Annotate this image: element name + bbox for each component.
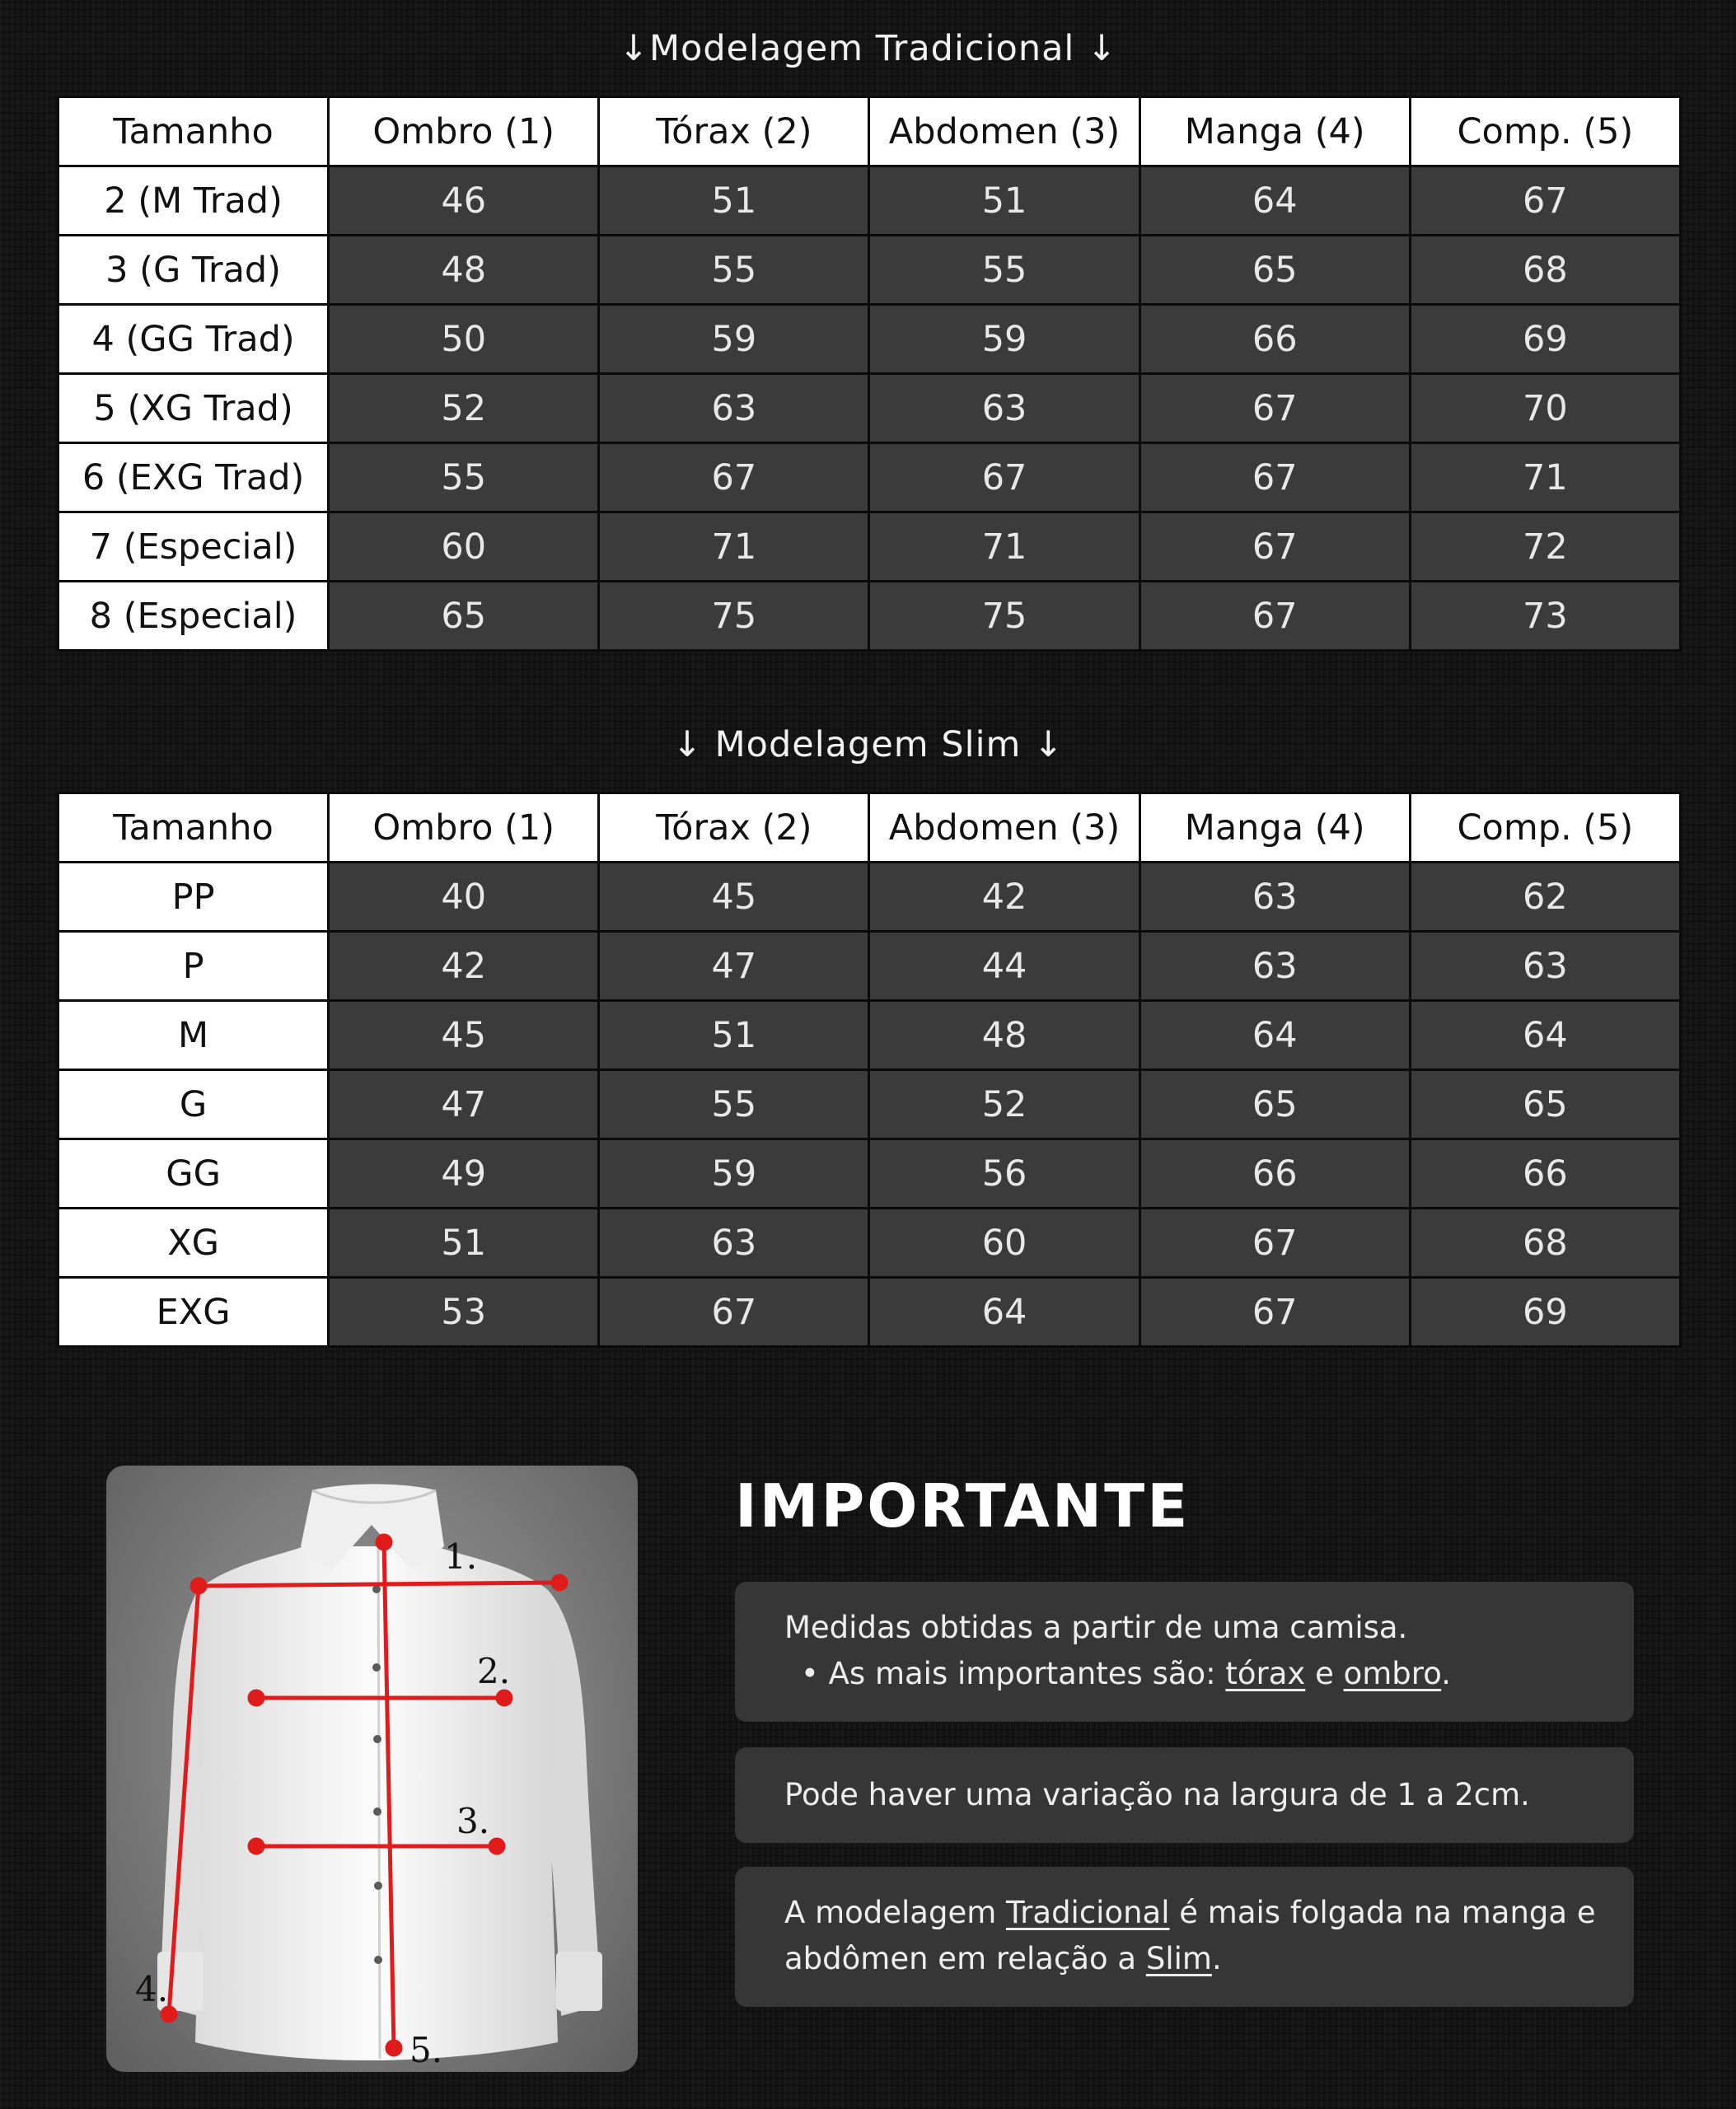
measure-cell: 67 <box>869 443 1139 512</box>
measure-cell: 51 <box>329 1209 599 1278</box>
measure-cell: 49 <box>329 1139 599 1209</box>
size-cell: 8 (Especial) <box>58 582 329 651</box>
measure-cell: 59 <box>599 305 869 374</box>
measure-cell: 67 <box>1139 582 1410 651</box>
measure-label-2: 2. <box>477 1651 511 1691</box>
measure-cell: 63 <box>1139 932 1410 1001</box>
measure-cell: 71 <box>869 512 1139 582</box>
note-link-torax: tórax <box>1225 1656 1306 1691</box>
measure-cell: 72 <box>1410 512 1680 582</box>
measure-cell: 64 <box>1139 166 1410 236</box>
table-row <box>58 1139 1681 1209</box>
column-header: Tórax (2) <box>599 97 869 166</box>
table-row <box>58 932 1681 1001</box>
measure-cell: 47 <box>599 932 869 1001</box>
measure-cell: 65 <box>1410 1070 1680 1139</box>
table-row <box>58 1209 1681 1278</box>
measure-cell: 67 <box>1139 443 1410 512</box>
note-2-text: Pode haver uma variação na largura de 1 a 2cm. <box>784 1777 1530 1812</box>
size-cell: G <box>58 1070 329 1139</box>
measure-cell: 55 <box>599 236 869 305</box>
measure-cell: 42 <box>869 863 1139 932</box>
measure-cell: 51 <box>599 1001 869 1070</box>
measure-cell: 60 <box>329 512 599 582</box>
size-cell: 4 (GG Trad) <box>58 305 329 374</box>
important-note-1 <box>735 1582 1634 1722</box>
measure-cell: 64 <box>1410 1001 1680 1070</box>
size-cell: 3 (G Trad) <box>58 236 329 305</box>
tradicional-title: ↓Modelagem Tradicional ↓ <box>618 28 1118 69</box>
size-cell: 2 (M Trad) <box>58 166 329 236</box>
measure-cell: 67 <box>1410 166 1680 236</box>
measure-cell: 64 <box>1139 1001 1410 1070</box>
table-row <box>58 1278 1681 1347</box>
measure-cell: 52 <box>869 1070 1139 1139</box>
measure-cell: 75 <box>599 582 869 651</box>
measure-cell: 67 <box>599 1278 869 1347</box>
measure-label-5: 5. <box>409 2030 443 2070</box>
measure-cell: 47 <box>329 1070 599 1139</box>
measure-cell: 70 <box>1410 374 1680 443</box>
important-note-3: A modelagem Tradicional é mais folgada na manga e abdômen em relação a Slim. <box>735 1867 1634 2007</box>
measure-cell: 65 <box>1139 236 1410 305</box>
shirt-illustration <box>106 1466 638 2072</box>
size-cell: 5 (XG Trad) <box>58 374 329 443</box>
column-header: Comp. (5) <box>1410 97 1680 166</box>
measure-cell: 67 <box>1139 1278 1410 1347</box>
column-header: Ombro (1) <box>329 793 599 863</box>
measure-cell: 63 <box>599 374 869 443</box>
column-header: Comp. (5) <box>1410 793 1680 863</box>
measure-cell: 63 <box>1410 932 1680 1001</box>
measure-cell: 69 <box>1410 305 1680 374</box>
note-link-tradicional: Tradicional <box>1006 1895 1170 1930</box>
column-header: Tamanho <box>58 97 329 166</box>
measure-cell: 69 <box>1410 1278 1680 1347</box>
column-header: Tamanho <box>58 793 329 863</box>
table-row <box>58 1070 1681 1139</box>
measure-cell: 67 <box>1139 512 1410 582</box>
column-header: Ombro (1) <box>329 97 599 166</box>
note-link-slim: Slim <box>1145 1941 1212 1976</box>
important-heading: IMPORTANTE <box>735 1471 1191 1541</box>
size-cell: 7 (Especial) <box>58 512 329 582</box>
measure-cell: 75 <box>869 582 1139 651</box>
size-cell: GG <box>58 1139 329 1209</box>
measure-cell: 68 <box>1410 236 1680 305</box>
slim-size-table <box>57 792 1682 1348</box>
note-1-bullet: • As mais importantes são: tórax e ombro. <box>801 1656 1451 1691</box>
measure-cell: 71 <box>599 512 869 582</box>
measure-cell: 67 <box>1139 1209 1410 1278</box>
table-row <box>58 512 1681 582</box>
column-header: Abdomen (3) <box>869 793 1139 863</box>
column-header: Abdomen (3) <box>869 97 1139 166</box>
measure-cell: 68 <box>1410 1209 1680 1278</box>
table-row <box>58 863 1681 932</box>
size-cell: EXG <box>58 1278 329 1347</box>
table-row <box>58 305 1681 374</box>
measure-cell: 65 <box>329 582 599 651</box>
note-1-line: Medidas obtidas a partir de uma camisa. <box>784 1610 1408 1645</box>
measure-cell: 66 <box>1139 305 1410 374</box>
measure-label-1: 1. <box>444 1536 478 1577</box>
column-header: Manga (4) <box>1139 97 1410 166</box>
measure-cell: 63 <box>869 374 1139 443</box>
measure-label-3: 3. <box>456 1801 490 1841</box>
measure-cell: 48 <box>869 1001 1139 1070</box>
measure-cell: 44 <box>869 932 1139 1001</box>
measure-cell: 62 <box>1410 863 1680 932</box>
measure-cell: 48 <box>329 236 599 305</box>
measure-cell: 63 <box>599 1209 869 1278</box>
measure-cell: 40 <box>329 863 599 932</box>
measure-cell: 45 <box>329 1001 599 1070</box>
measure-cell: 65 <box>1139 1070 1410 1139</box>
measure-cell: 55 <box>329 443 599 512</box>
measure-cell: 53 <box>329 1278 599 1347</box>
table-row <box>58 166 1681 236</box>
measure-cell: 63 <box>1139 863 1410 932</box>
measure-cell: 56 <box>869 1139 1139 1209</box>
table-header-row <box>58 97 1681 166</box>
size-cell: XG <box>58 1209 329 1278</box>
measure-cell: 60 <box>869 1209 1139 1278</box>
measure-cell: 46 <box>329 166 599 236</box>
table-row <box>58 443 1681 512</box>
tradicional-size-table <box>57 96 1682 652</box>
measure-cell: 42 <box>329 932 599 1001</box>
measure-cell: 50 <box>329 305 599 374</box>
measure-cell: 71 <box>1410 443 1680 512</box>
size-cell: P <box>58 932 329 1001</box>
measure-cell: 45 <box>599 863 869 932</box>
table-row <box>58 1001 1681 1070</box>
measure-cell: 64 <box>869 1278 1139 1347</box>
column-header: Tórax (2) <box>599 793 869 863</box>
measure-cell: 59 <box>869 305 1139 374</box>
measure-cell: 67 <box>599 443 869 512</box>
measure-label-4: 4. <box>135 1969 169 2009</box>
table-row <box>58 236 1681 305</box>
table-row <box>58 374 1681 443</box>
measure-cell: 73 <box>1410 582 1680 651</box>
size-cell: 6 (EXG Trad) <box>58 443 329 512</box>
measure-cell: 52 <box>329 374 599 443</box>
measure-cell: 55 <box>869 236 1139 305</box>
measure-cell: 66 <box>1139 1139 1410 1209</box>
measure-cell: 59 <box>599 1139 869 1209</box>
note-link-ombro: ombro <box>1343 1656 1442 1691</box>
shirt-measurement-diagram <box>106 1466 638 2072</box>
measure-cell: 55 <box>599 1070 869 1139</box>
measure-cell: 51 <box>869 166 1139 236</box>
measure-cell: 51 <box>599 166 869 236</box>
column-header: Manga (4) <box>1139 793 1410 863</box>
size-cell: PP <box>58 863 329 932</box>
table-header-row <box>58 793 1681 863</box>
important-note-2 <box>735 1747 1634 1843</box>
table-row <box>58 582 1681 651</box>
slim-title: ↓ Modelagem Slim ↓ <box>671 724 1065 765</box>
shirt-body <box>195 1546 558 2060</box>
measure-cell: 66 <box>1410 1139 1680 1209</box>
measure-cell: 67 <box>1139 374 1410 443</box>
size-cell: M <box>58 1001 329 1070</box>
